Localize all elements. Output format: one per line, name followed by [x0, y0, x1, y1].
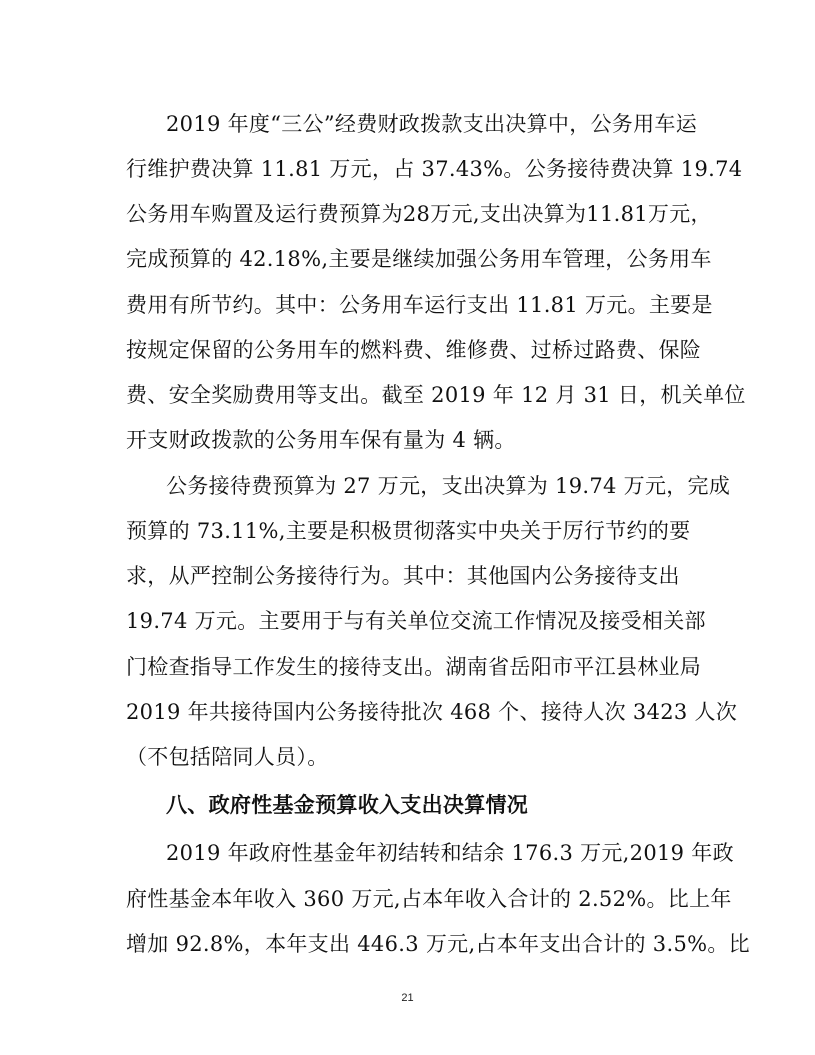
text-line: 预算的 73.11%,主要是积极贯彻落实中央关于厉行节约的要 — [126, 519, 691, 543]
paragraph-line — [0, 239, 815, 279]
paragraph-line — [0, 149, 815, 189]
text-line: 2019 年度“三公”经费财政拨款支出决算中，公务用车运 — [166, 112, 697, 136]
text-line: 增加 92.8%，本年支出 446.3 万元,占本年支出合计的 3.5%。比 — [126, 932, 750, 956]
paragraph-line — [0, 924, 815, 964]
text-line: 2019 年政府性基金年初结转和结余 176.3 万元,2019 年政 — [166, 841, 734, 865]
text-line: 完成预算的 42.18%,主要是继续加强公务用车管理，公务用车 — [126, 247, 712, 271]
paragraph-line — [0, 194, 815, 234]
paragraph-line — [0, 556, 815, 596]
paragraph-line — [0, 104, 815, 144]
paragraph-line — [0, 420, 815, 460]
paragraph-line — [0, 285, 815, 325]
text-line: 费、安全奖励费用等支出。截至 2019 年 12 月 31 日，机关单位 — [126, 383, 746, 407]
paragraph-line — [0, 601, 815, 641]
paragraph-line — [0, 647, 815, 687]
paragraph-line — [0, 879, 815, 919]
text-line: （不包括陪同人员）。 — [126, 745, 329, 769]
paragraph-line — [0, 466, 815, 506]
text-line: 公务接待费预算为 27 万元，支出决算为 19.74 万元，完成 — [166, 474, 731, 498]
paragraph-line — [0, 833, 815, 873]
text-line: 按规定保留的公务用车的燃料费、维修费、过桥过路费、保险 — [126, 338, 702, 362]
paragraph-line — [0, 330, 815, 370]
text-line: 求，从严控制公务接待行为。其中：其他国内公务接待支出 — [126, 564, 680, 588]
paragraph-line — [0, 737, 815, 777]
text-line: 19.74 万元。主要用于与有关单位交流工作情况及接受相关部 — [126, 609, 706, 633]
section-heading — [0, 785, 815, 825]
paragraph-line — [0, 375, 815, 415]
text-line: 开支财政拨款的公务用车保有量为 4 辆。 — [126, 428, 516, 452]
text-line: 公务用车购置及运行费预算为28万元,支出决算为11.81万元， — [126, 202, 712, 226]
text-line: 府性基金本年收入 360 万元,占本年收入合计的 2.52%。比上年 — [126, 887, 732, 911]
text-line: 费用有所节约。其中：公务用车运行支出 11.81 万元。主要是 — [126, 293, 713, 317]
paragraph-line — [0, 692, 815, 732]
paragraph-line — [0, 511, 815, 551]
section-heading-text: 八、政府性基金预算收入支出决算情况 — [166, 793, 529, 817]
text-line: 行维护费决算 11.81 万元，占 37.43%。公务接待费决算 19.74 — [126, 157, 743, 181]
page-number: 21 — [401, 992, 414, 1004]
text-line: 2019 年共接待国内公务接待批次 468 个、接待人次 3423 人次 — [126, 700, 738, 724]
text-line: 门检查指导工作发生的接待支出。湖南省岳阳市平江县林业局 — [126, 655, 702, 679]
